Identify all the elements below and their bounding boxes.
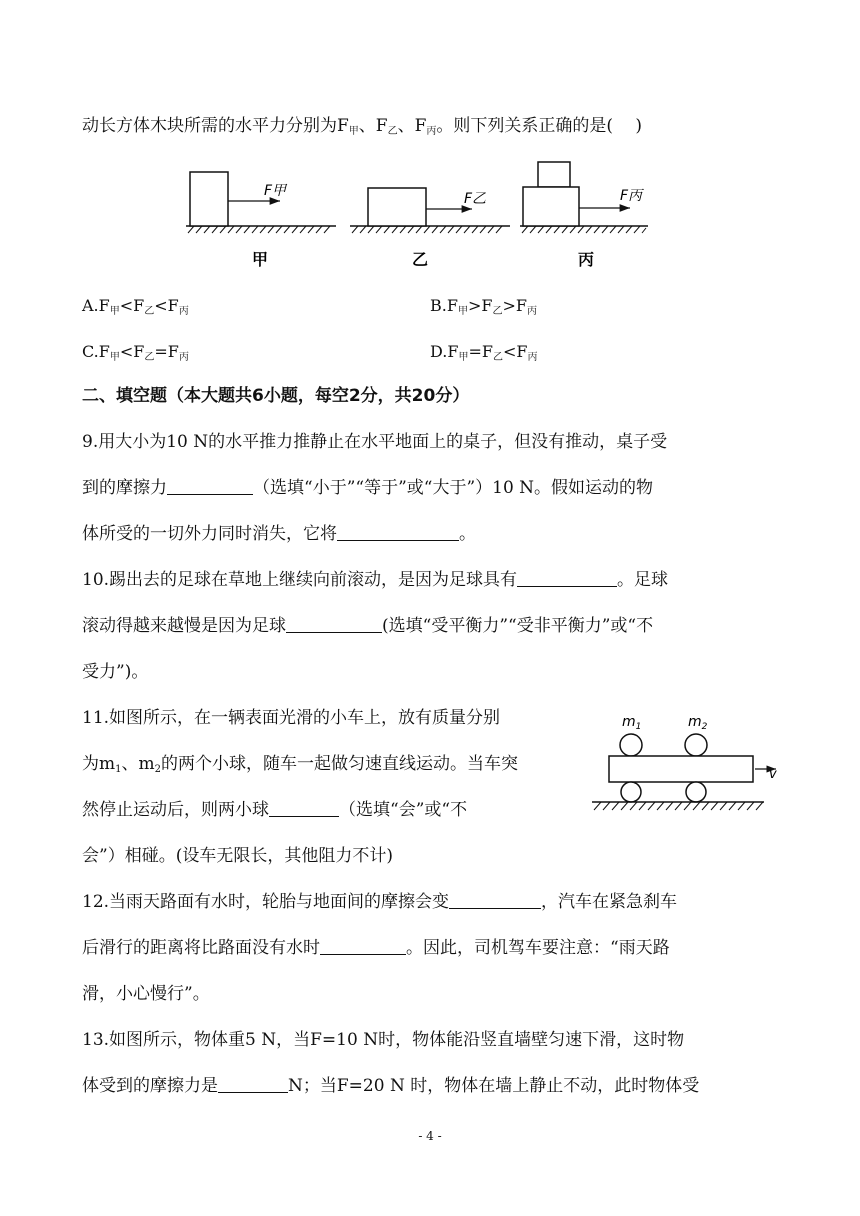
wheel-right	[686, 782, 706, 802]
ground	[592, 802, 764, 810]
q10-line-3: 受力”)。	[82, 662, 149, 682]
label-bing: 丙	[578, 250, 595, 269]
section-heading: 二、填空题（本大题共6小题，每空2分，共20分）	[82, 386, 470, 406]
block-bing-bottom	[523, 187, 579, 226]
label-jia: 甲	[252, 250, 269, 269]
q10-line-1: 10.踢出去的足球在草地上继续向前滚动，是因为足球具有 。足球	[82, 570, 669, 590]
q11-line-3: 然停止运动后，则两小球 （选填“会”或“不	[82, 800, 468, 820]
block-yi	[368, 188, 426, 226]
q13-line-2: 体受到的摩擦力是 N；当F=20 N 时，物体在墙上静止不动，此时物体受	[82, 1076, 700, 1096]
q10-blank-1[interactable]	[517, 568, 617, 587]
q12-blank-1[interactable]	[449, 890, 541, 909]
q12-blank-2[interactable]	[320, 936, 406, 955]
force-label-bing: F丙	[620, 188, 643, 204]
cart-balls-figure	[590, 706, 780, 818]
block-jia	[190, 172, 228, 226]
force-label-yi: F乙	[464, 191, 487, 207]
surface-bing	[520, 226, 648, 233]
q13-line-1: 13.如图所示，物体重5 N，当F=10 N时，物体能沿竖直墙壁匀速下滑，这时物	[82, 1030, 685, 1050]
force-label-jia: F甲	[264, 183, 287, 199]
q10-blank-2[interactable]	[286, 614, 382, 633]
q11-blank[interactable]	[269, 798, 339, 817]
block-bing-top	[538, 162, 570, 187]
q12-line-2: 后滑行的距离将比路面没有水时 。因此，司机驾车要注意：“雨天路	[82, 938, 670, 958]
ball-m2	[685, 734, 707, 756]
q12-line-1: 12.当雨天路面有水时，轮胎与地面间的摩擦会变 ，汽车在紧急刹车	[82, 892, 678, 912]
velocity-label: v	[769, 767, 777, 782]
q9-blank-2[interactable]	[337, 522, 459, 541]
friction-blocks-figure	[180, 155, 650, 275]
q11-line-1: 11.如图所示，在一辆表面光滑的小车上，放有质量分别	[82, 708, 501, 728]
q10-line-2: 滚动得越来越慢是因为足球 (选填“受平衡力”“受非平衡力”或“不	[82, 616, 654, 636]
q12-line-3: 滑，小心慢行”。	[82, 984, 210, 1004]
surface-yi	[350, 226, 510, 233]
q9-line-2: 到的摩擦力 （选填“小于”“等于”或“大于”）10 N。假如运动的物	[82, 478, 654, 498]
q9-line-1: 9.用大小为10 N的水平推力推静止在水平地面上的桌子，但没有推动，桌子受	[82, 432, 668, 452]
option-d: $D.F_甲=F_乙<F_丙$	[430, 342, 538, 363]
wheel-left	[621, 782, 641, 802]
surface-jia	[186, 226, 336, 233]
q11-line-2: 为$m_1$、$m_2$的两个小球，随车一起做匀速直线运动。当车突	[82, 754, 518, 775]
option-b: $B.F_甲>F_乙>F_丙$	[430, 296, 537, 317]
m1-label: $m_1$	[622, 714, 642, 732]
cart-body	[609, 756, 753, 782]
q9-line-3: 体所受的一切外力同时消失，它将 。	[82, 524, 476, 544]
option-c: $C.F_甲<F_乙=F_丙$	[82, 342, 189, 363]
ball-m1	[620, 734, 642, 756]
page-number: - 4 -	[418, 1129, 442, 1143]
option-a: $A.F_甲<F_乙<F_丙$	[82, 296, 189, 317]
m2-label: $m_2$	[688, 714, 708, 732]
q11-line-4: 会”）相碰。(设车无限长，其他阻力不计)	[82, 846, 393, 866]
label-yi: 乙	[412, 250, 429, 269]
q13-blank-1[interactable]	[218, 1074, 288, 1093]
q9-blank-1[interactable]	[167, 476, 253, 495]
question-8-stem: 动长方体木块所需的水平力分别为$F_甲$、$F_乙$、$F_丙$。则下列关系正确的是( )	[82, 116, 643, 137]
